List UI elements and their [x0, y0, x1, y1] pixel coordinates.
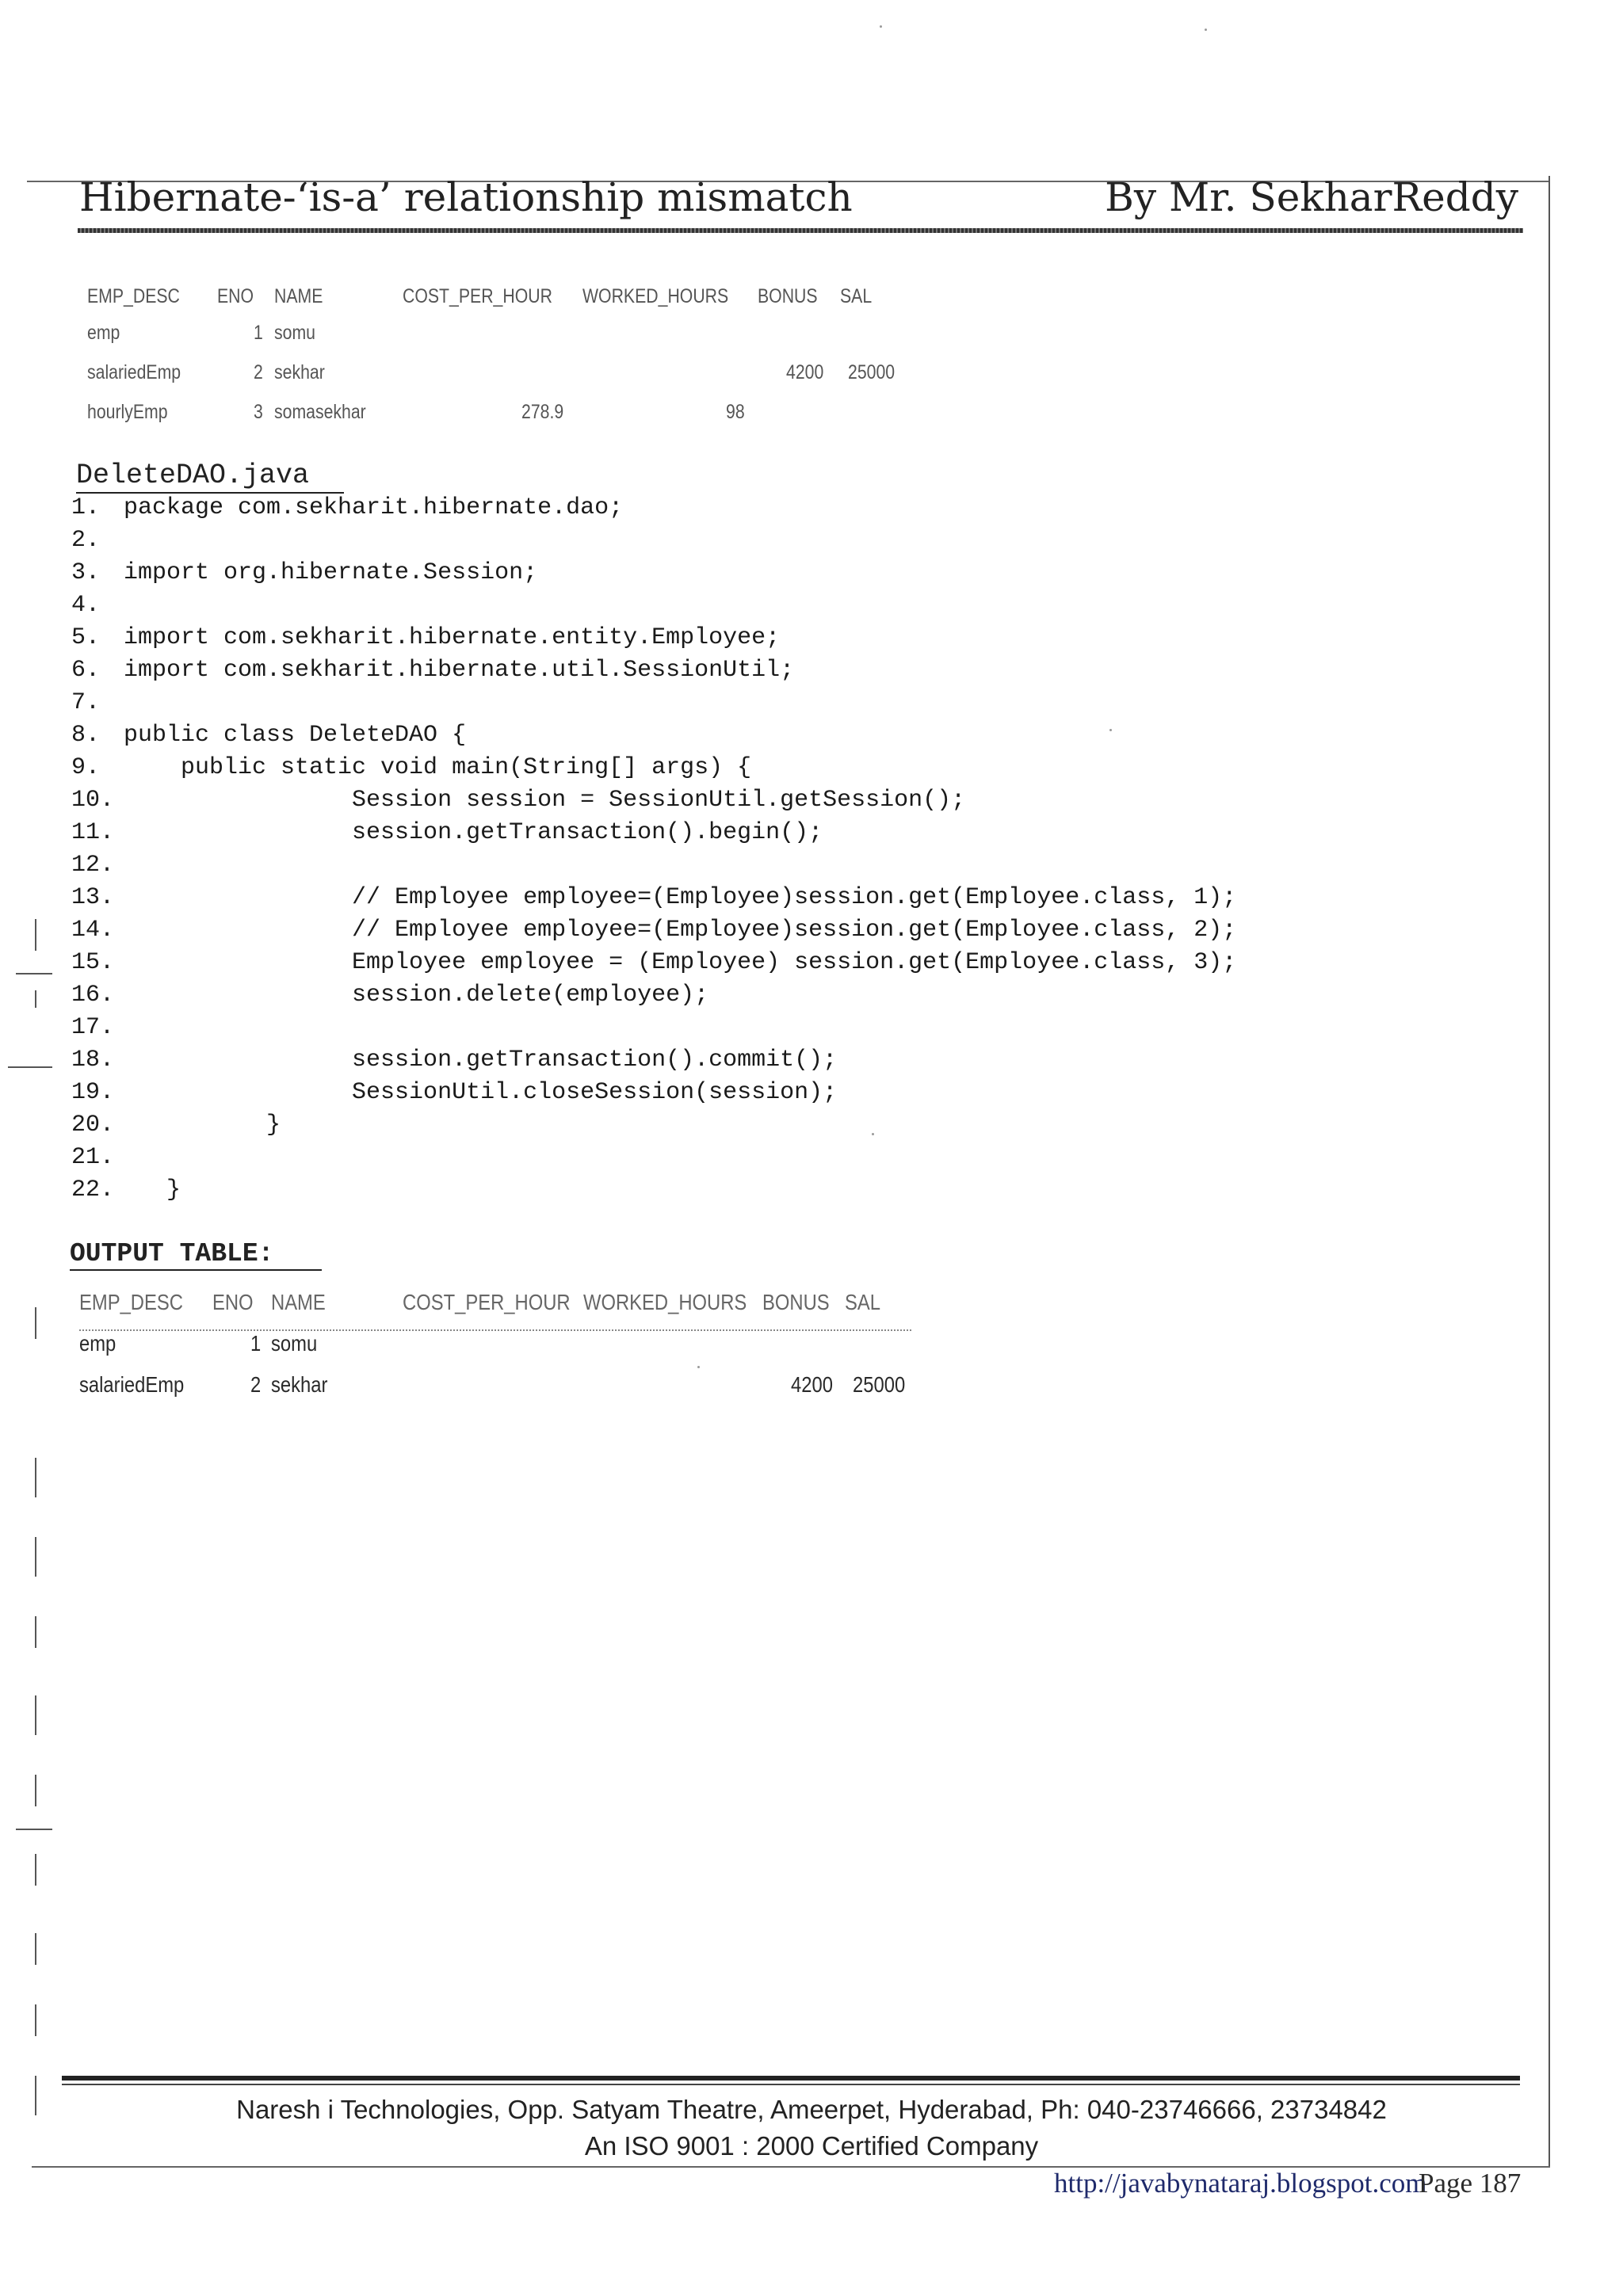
page-title: Hibernate-‘is-a’ relationship mismatch	[79, 174, 853, 220]
column-header: COST_PER_HOUR	[403, 285, 552, 307]
line-number: 1.	[71, 494, 101, 521]
code-text: // Employee employee=(Employee)session.get(Employee.class, 1);	[124, 884, 1237, 911]
column-header: ENO	[212, 1290, 254, 1314]
line-number: 10.	[71, 787, 115, 814]
file-title-underline	[76, 492, 344, 494]
scan-mark	[35, 1695, 36, 1735]
line-number: 3.	[71, 559, 101, 586]
column-header: BONUS	[762, 1290, 830, 1314]
scan-mark	[16, 1829, 52, 1830]
table-cell: somu	[274, 322, 315, 344]
column-header: WORKED_HOURS	[582, 285, 729, 307]
code-text: Employee employee = (Employee) session.get(Employee.class, 3);	[124, 949, 1237, 976]
line-number: 13.	[71, 884, 115, 911]
table-cell: emp	[79, 1331, 116, 1356]
column-header: NAME	[271, 1290, 326, 1314]
table-cell: 2	[254, 361, 263, 383]
line-number: 11.	[71, 819, 115, 846]
table-cell: salariedEmp	[87, 361, 181, 383]
code-text: session.delete(employee);	[124, 982, 709, 1009]
table-cell: sekhar	[274, 361, 325, 383]
table-cell: somasekhar	[274, 401, 366, 423]
code-text: session.getTransaction().begin();	[124, 819, 823, 846]
scan-mark	[8, 1066, 52, 1068]
table-cell: 3	[254, 401, 263, 423]
line-number: 17.	[71, 1014, 115, 1041]
table-cell: emp	[87, 322, 120, 344]
scan-mark	[35, 1616, 36, 1648]
line-number: 14.	[71, 917, 115, 944]
table-cell: 1	[254, 322, 263, 344]
scan-mark	[35, 1537, 36, 1577]
code-text: import org.hibernate.Session;	[124, 559, 538, 586]
line-number: 18.	[71, 1047, 115, 1074]
table-cell: 98	[726, 401, 745, 423]
line-number: 4.	[71, 592, 101, 619]
line-number: 5.	[71, 624, 101, 651]
column-header: WORKED_HOURS	[583, 1290, 747, 1314]
table-cell: 4200	[791, 1372, 833, 1397]
code-text: }	[124, 1177, 181, 1203]
footer-rule-thin	[62, 2084, 1520, 2085]
scan-mark	[35, 990, 36, 1008]
table-cell: 1	[250, 1331, 262, 1356]
table-cell: somu	[271, 1331, 318, 1356]
page-number: Page 187	[1419, 2168, 1522, 2199]
table-cell: 4200	[786, 361, 824, 383]
scan-mark	[35, 1933, 36, 1965]
scan-mark	[35, 919, 36, 951]
output-title-underline	[70, 1269, 322, 1271]
table-cell: 25000	[853, 1372, 906, 1397]
column-header: SAL	[845, 1290, 880, 1314]
scan-speck	[1205, 29, 1207, 31]
scan-speck	[697, 1366, 700, 1368]
line-number: 19.	[71, 1079, 115, 1106]
code-text: SessionUtil.closeSession(session);	[124, 1079, 838, 1106]
footer-rule	[62, 2076, 1520, 2081]
scan-mark	[35, 1458, 36, 1497]
scan-speck	[1109, 729, 1112, 731]
footer-url-link[interactable]: http://javabynataraj.blogspot.com	[1054, 2168, 1427, 2199]
code-file-title: DeleteDAO.java	[76, 460, 310, 491]
code-text: Session session = SessionUtil.getSession();	[124, 787, 966, 814]
scan-speck	[872, 1133, 874, 1135]
footer-company-address: Naresh i Technologies, Opp. Satyam Theatre, Ameerpet, Hyderabad, Ph: 040-23746666, 23734842	[236, 2095, 1387, 2124]
table-cell: 2	[250, 1372, 262, 1397]
footer-certification: An ISO 9001 : 2000 Certified Company	[584, 2131, 1039, 2161]
frame-right-line	[1549, 176, 1550, 2166]
line-number: 16.	[71, 982, 115, 1009]
column-header: EMP_DESC	[87, 285, 180, 307]
code-text: public static void main(String[] args) {	[124, 754, 752, 781]
code-text: import com.sekharit.hibernate.util.SessionUtil;	[124, 657, 795, 684]
author-name: By Mr. SekharReddy	[1105, 174, 1518, 220]
line-number: 2.	[71, 527, 101, 554]
output-table-title: OUTPUT TABLE:	[70, 1239, 274, 1268]
column-header: SAL	[840, 285, 873, 307]
code-text: import com.sekharit.hibernate.entity.Employee;	[124, 624, 781, 651]
column-header: BONUS	[758, 285, 818, 307]
line-number: 20.	[71, 1112, 115, 1138]
table-cell: 25000	[848, 361, 896, 383]
scan-mark	[35, 1775, 36, 1806]
line-number: 12.	[71, 852, 115, 879]
line-number: 21.	[71, 1144, 115, 1171]
scan-mark	[35, 1854, 36, 1886]
line-number: 15.	[71, 949, 115, 976]
header-rule	[78, 228, 1523, 233]
table-cell: hourlyEmp	[87, 401, 168, 423]
column-header: COST_PER_HOUR	[403, 1290, 571, 1314]
code-text: package com.sekharit.hibernate.dao;	[124, 494, 624, 521]
scan-mark	[16, 973, 52, 974]
code-text: session.getTransaction().commit();	[124, 1047, 838, 1074]
header-dotted-rule	[79, 1329, 911, 1331]
line-number: 6.	[71, 657, 101, 684]
column-header: EMP_DESC	[79, 1290, 183, 1314]
line-number: 8.	[71, 722, 101, 749]
line-number: 22.	[71, 1177, 115, 1203]
scan-mark	[35, 2004, 36, 2036]
table-cell: 278.9	[521, 401, 564, 423]
code-text: public class DeleteDAO {	[124, 722, 467, 749]
column-header: NAME	[274, 285, 323, 307]
scan-speck	[880, 25, 882, 28]
line-number: 7.	[71, 689, 101, 716]
table-cell: salariedEmp	[79, 1372, 185, 1397]
line-number: 9.	[71, 754, 101, 781]
column-header: ENO	[217, 285, 254, 307]
code-text: // Employee employee=(Employee)session.get(Employee.class, 2);	[124, 917, 1237, 944]
scan-mark	[35, 1307, 36, 1339]
code-text: }	[124, 1112, 281, 1138]
table-cell: sekhar	[271, 1372, 328, 1397]
